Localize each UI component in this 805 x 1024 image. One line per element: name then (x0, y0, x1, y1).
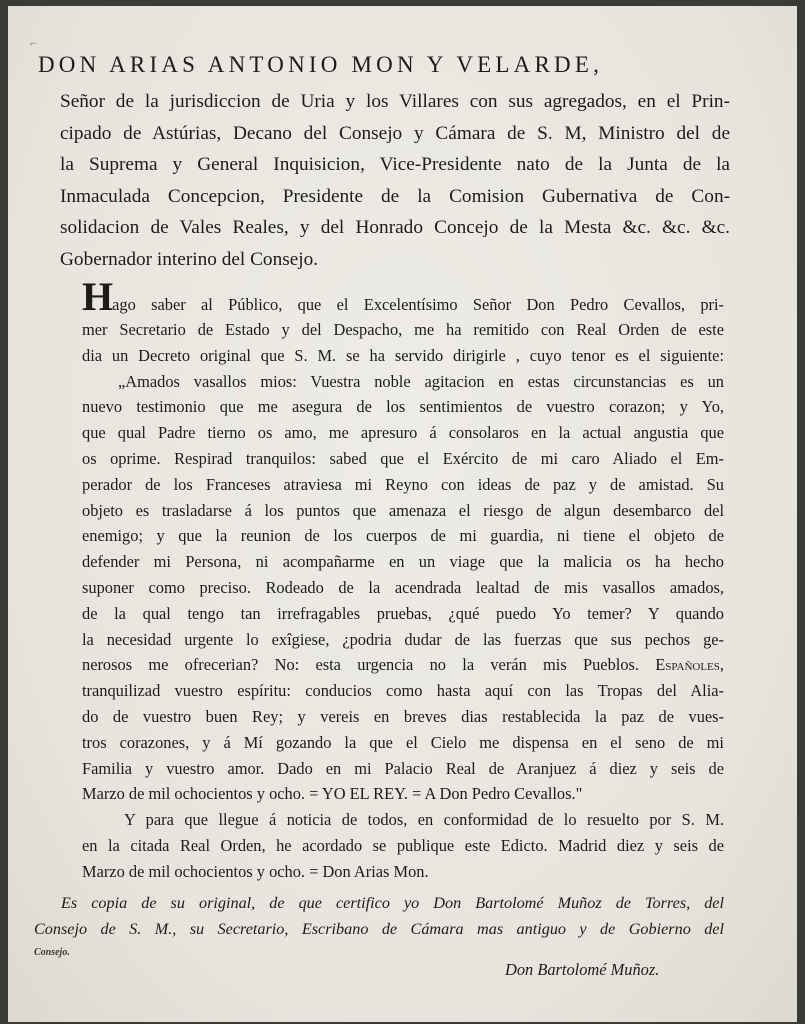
decree-line: objeto es trasladarse á los puntos que amenaza el riesgo de algun desembarco del (82, 500, 724, 520)
titles-paragraph (60, 86, 730, 275)
edict-body (82, 274, 724, 885)
decree-line: perador de los Franceses atraviesa mi Reyno con ideas de paz y de amistad. Su (82, 474, 724, 494)
heading-line: Inmaculada Concepcion, Presidente de la Comision Gubernativa de Con- (60, 185, 730, 207)
certification-line: Es copia de su original, de que certifico yo Don Bartolomé Muñoz de Torres, del (61, 894, 724, 912)
heading-line: solidacion de Vales Reales, y del Honrado Concejo de la Mesta &c. &c. &c. (60, 217, 730, 238)
decree-line: que qual Padre tierno os amo, me apresuro á consolaros en la actual angustia que (82, 423, 724, 443)
closing-line: Y para que llegue á noticia de todos, en conformidad de lo resuelto por S. M. (124, 810, 724, 830)
closing-signature-line: Marzo de mil ochocientos y ocho. = Don Arias Mon. (82, 861, 429, 881)
body-line: mer Secretario de Estado y del Despacho, me ha remitido con Real Orden de este (82, 320, 724, 339)
certification (34, 890, 724, 964)
decree-line: tros corazones, y á Mí gozando la que el Cielo me dispensa en el seno de mi (82, 732, 724, 752)
decree-text: nerosos me ofrecerian? No: esta urgencia no la verán mis Pueblos. (82, 655, 656, 675)
decree-line: os oprime. Respirad tranquilos: sabed que el Exército de mi caro Aliado el Em- (82, 448, 724, 468)
decree-line: nuevo testimonio que me asegura de los sentimientos de vuestro corazon; y Yo, (82, 397, 724, 417)
decree-line: do de vuestro buen Rey; y vereis en breves dias restablecida la paz de vues- (82, 706, 724, 726)
espanoles-smallcaps: Españoles, (655, 655, 724, 675)
body-first-text: ago saber al Público, que el Excelentísimo Señor Don Pedro Cevallos, pri- (112, 295, 724, 314)
decree-line: la necesidad urgente lo exîgiese, ¿podria dudar de las fuerzas que sus pechos ge- (82, 629, 724, 649)
corner-mark: ⌐ (30, 36, 37, 50)
edict-page (8, 6, 797, 1022)
decree-line: suponer como preciso. Rodeado de la acendrada lealtad de mis vasallos amados, (82, 577, 724, 597)
heading-line: Señor de la jurisdiccion de Uria y los Villares con sus agregados, en el Prin- (60, 91, 730, 112)
certification-line: Consejo. (34, 947, 70, 958)
drop-cap: H (82, 274, 113, 319)
decree-signature-line: Marzo de mil ochocientos y ocho. = YO EL REY. = A Don Pedro Cevallos." (82, 784, 583, 804)
heading-line: la Suprema y General Inquisicion, Vice-Presidente nato de la Junta de la (60, 154, 730, 175)
document-title: DON ARIAS ANTONIO MON Y VELARDE, (38, 52, 604, 77)
body-line: dia un Decreto original que S. M. se ha servido dirigirle , cuyo tenor es el siguiente: (82, 345, 724, 365)
decree-line: „Amados vasallos mios: Vuestra noble agitacion en estas circunstancias es un (118, 371, 724, 391)
heading-line: Gobernador interino del Consejo. (60, 248, 319, 270)
decree-line: de la qual tengo tan irrefragables pruebas, ¿qué puedo Yo temer? Y quando (82, 603, 724, 623)
heading-line: cipado de Astúrias, Decano del Consejo y Cámara de S. M, Ministro del de (60, 122, 730, 144)
certification-line: Consejo de S. M., su Secretario, Escribano de Cámara mas antiguo y de Gobierno del (34, 920, 724, 938)
body-line (82, 274, 724, 319)
decree-line: enemigo; y que la reunion de los cuerpos de mi guardia, ni tiene el objeto de (82, 526, 724, 546)
decree-line: Familia y vuestro amor. Dado en mi Palacio Real de Aranjuez á diez y seis de (82, 758, 724, 778)
decree-line: tranquilizad vuestro espíritu: conducios como hasta aquí con las Tropas del Alia- (82, 681, 724, 701)
decree-line: defender mi Persona, ni acompañarme en un viage que la malicia os ha hecho (82, 552, 724, 572)
closing-line: en la citada Real Orden, he acordado se publique este Edicto. Madrid diez y seis de (82, 835, 724, 855)
secretary-signature: Don Bartolomé Muñoz. (505, 960, 660, 979)
decree-line (82, 652, 724, 678)
